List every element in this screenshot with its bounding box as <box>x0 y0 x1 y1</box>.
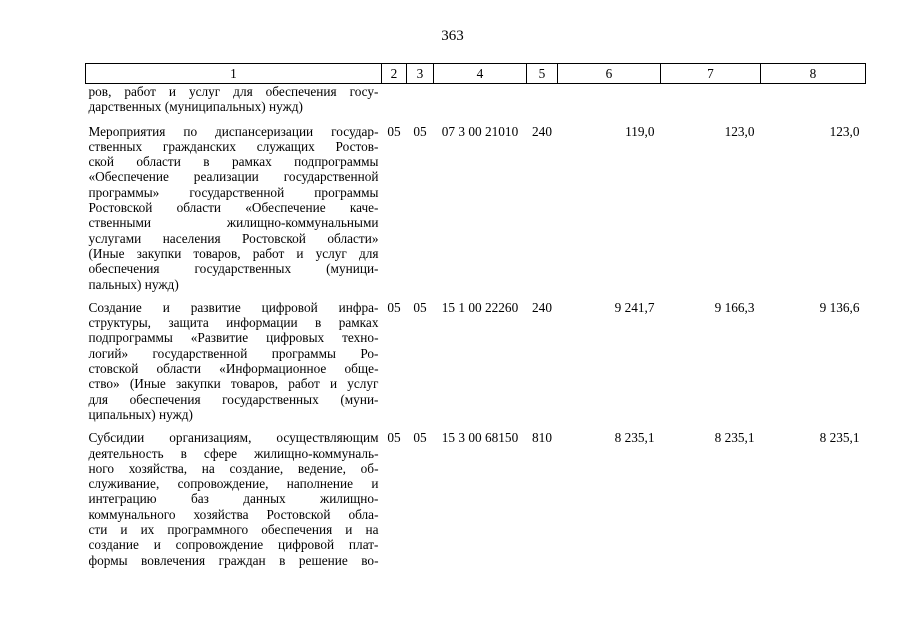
page-number: 363 <box>441 28 464 44</box>
name-line: коммунального хозяйства Ростовской обла- <box>88 506 379 522</box>
cell-rz <box>382 84 407 124</box>
row-name <box>86 300 382 430</box>
header-col-1: 1 <box>86 64 382 84</box>
cell-pr <box>407 84 434 124</box>
cell-vr <box>527 84 558 124</box>
header-col-6: 6 <box>558 64 661 84</box>
name-line: структуры, защита информации в рамках <box>88 315 379 331</box>
name-line: дарственных (муниципальных) нужд) <box>88 99 303 115</box>
cell-csr <box>434 84 527 124</box>
name-line: деятельность в сфере жилищно-коммуналь- <box>88 445 379 461</box>
cell-vr: 240 <box>532 123 552 139</box>
table-header-row <box>86 64 866 84</box>
header-col-3: 3 <box>407 64 434 84</box>
cell-csr: 15 1 00 22260 <box>441 299 519 315</box>
name-line: «Обеспечение реализации государственной <box>88 169 379 185</box>
cell-value-3: 9 136,6 <box>819 299 860 315</box>
cell-value-2: 8 235,1 <box>714 430 755 446</box>
name-line: ров, работ и услуг для обеспечения госу- <box>88 84 379 99</box>
name-line: ство» (Иные закупки товаров, работ и услуг <box>88 376 379 392</box>
name-line: Мероприятия по диспансеризации государ- <box>88 123 379 139</box>
name-line: обеспечения государственных (муници- <box>88 261 379 277</box>
name-line: Ростовской области «Обеспечение каче- <box>88 200 379 216</box>
cell-csr: 07 3 00 21010 <box>441 123 519 139</box>
cell-value-2: 123,0 <box>724 123 755 139</box>
cell-value-2 <box>661 84 761 124</box>
header-col-4: 4 <box>434 64 527 84</box>
name-line: создание и сопровождение цифровой плат- <box>88 537 379 553</box>
name-line: сти и их программного обеспечения и на <box>88 522 379 538</box>
name-line: ственных гражданских служащих Ростов- <box>88 138 379 154</box>
cell-vr: 240 <box>532 299 552 315</box>
row-name <box>86 84 382 124</box>
cell-rz: 05 <box>387 299 401 315</box>
name-line: ской области в рамках подпрограммы <box>88 154 379 170</box>
cell-value-2: 9 166,3 <box>714 299 755 315</box>
table-row <box>86 124 866 300</box>
header-col-8: 8 <box>761 64 866 84</box>
name-line: (Иные закупки товаров, работ и услуг для <box>88 245 379 261</box>
name-line: Субсидии организациям, осуществляющим <box>88 430 379 446</box>
cell-value-1 <box>558 84 661 124</box>
budget-table <box>85 63 866 576</box>
name-line: формы вовлечения граждан в решение во- <box>88 552 379 568</box>
cell-vr: 810 <box>532 430 552 446</box>
name-line: логий» государственной программы Ро- <box>88 345 379 361</box>
name-line: для обеспечения государственных (муни- <box>88 391 379 407</box>
name-line: ципальных) нужд) <box>88 406 193 422</box>
cell-value-1: 8 235,1 <box>614 430 655 446</box>
name-line: услугами населения Ростовской области» <box>88 230 379 246</box>
table-row <box>86 430 866 576</box>
name-line: интеграцию баз данных жилищно- <box>88 491 379 507</box>
cell-value-3: 8 235,1 <box>819 430 860 446</box>
cell-rz: 05 <box>387 123 401 139</box>
cell-value-3 <box>761 84 866 124</box>
cell-pr: 05 <box>413 299 427 315</box>
row-name <box>86 124 382 300</box>
table-row <box>86 300 866 430</box>
header-col-5: 5 <box>527 64 558 84</box>
name-line: пальных) нужд) <box>88 276 179 292</box>
cell-rz: 05 <box>387 430 401 446</box>
name-line: программы» государственной программы <box>88 184 379 200</box>
name-line: Создание и развитие цифровой инфра- <box>88 299 379 315</box>
name-line: служивание, сопровождение, наполнение и <box>88 476 379 492</box>
header-col-2: 2 <box>382 64 407 84</box>
cell-value-1: 9 241,7 <box>614 299 655 315</box>
name-line: ного хозяйства, на создание, ведение, об- <box>88 460 379 476</box>
cell-value-3: 123,0 <box>829 123 860 139</box>
name-line: ственными жилищно-коммунальными <box>88 215 379 231</box>
name-line: стовской области «Информационное обще- <box>88 361 379 377</box>
cell-pr: 05 <box>413 123 427 139</box>
header-col-7: 7 <box>661 64 761 84</box>
cell-pr: 05 <box>413 430 427 446</box>
cell-csr: 15 3 00 68150 <box>441 430 519 446</box>
table-row <box>86 84 866 124</box>
name-line: подпрограммы «Развитие цифровых техно- <box>88 330 379 346</box>
cell-value-1: 119,0 <box>625 123 655 139</box>
row-name <box>86 430 382 576</box>
